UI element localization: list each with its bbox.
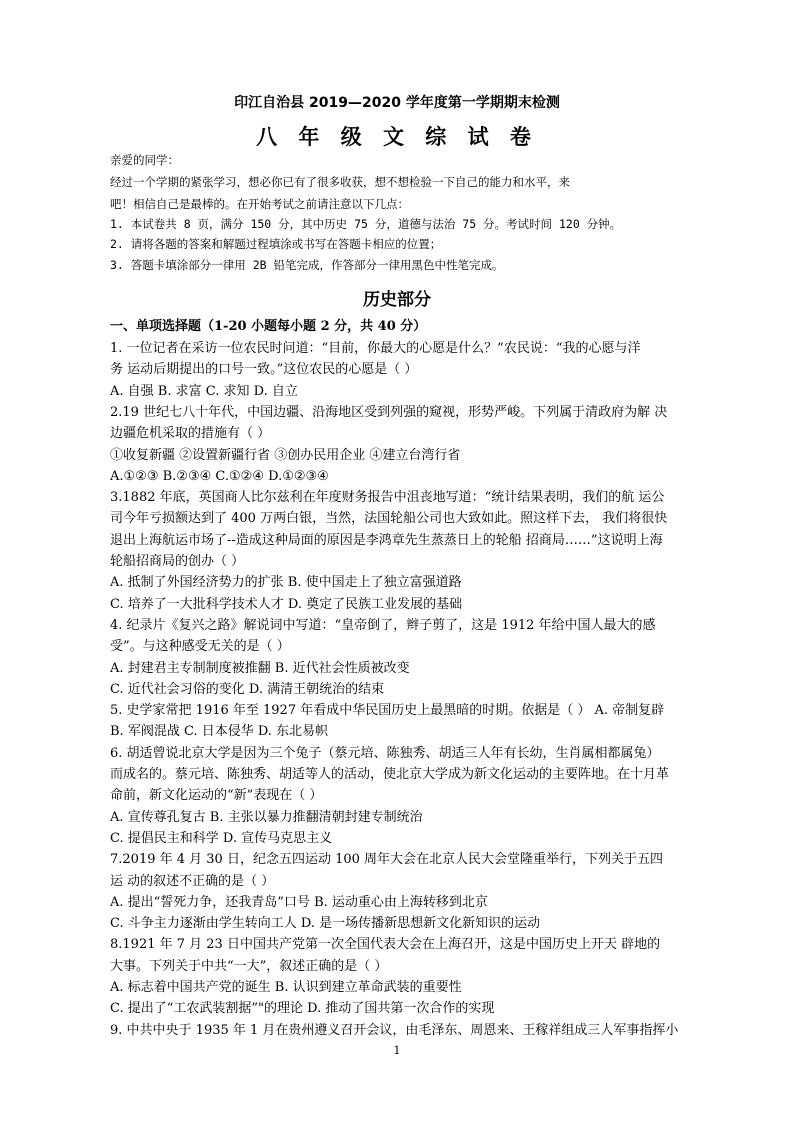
question-line: 2.19 世纪七八十年代，中国边疆、沿海地区受到列强的窥视，形势严峻。下列属于清政府为解 决 xyxy=(110,404,668,420)
question-line: 轮船招商局的创办（ ） xyxy=(110,554,245,569)
question-line: 边疆危机采取的措施有（ ） xyxy=(110,426,271,442)
question-line: C. 近代社会习俗的变化 D. 满清王朝统治的结束 xyxy=(110,681,385,697)
notice-line: 2. 请将各题的答案和解题过程填涂或书写在答题卡相应的位置； xyxy=(110,237,442,251)
question-line: 5. 史学家常把 1916 年至 1927 年看成中华民国历史上最黑暗的时期。依据是（ ） A. 帝制复辟 xyxy=(110,703,665,719)
question-line: 务 运动后期提出的口号一致。”这位农民的心愿是（ ） xyxy=(110,362,418,378)
question-line: 7.2019 年 4 月 30 日，纪念五四运动 100 周年大会在北京人民大会堂隆重举行，下列关于五四 xyxy=(110,852,664,868)
question-line: B. 军阀混战 C. 日本侵华 D. 东北易帜 xyxy=(110,724,329,740)
question-line: 而成名的。蔡元培、陈独秀、胡适等人的活动，使北京大学成为新文化运动的主要阵地。在十月革 xyxy=(110,767,670,782)
question-line: 1. 一位记者在采访一位农民时问道：“目前，你最大的心愿是什么？”农民说：“我的心愿与洋 xyxy=(110,341,641,356)
question-line: 命前，新文化运动的“新”表现在（ ） xyxy=(110,788,323,804)
question-line: 6. 胡适曾说北京大学是因为三个兔子（蔡元培、陈独秀、胡适三人年有长幼，生肖属相都属兔） xyxy=(110,745,660,761)
question-line: 运 动的叙述不正确的是（ ） xyxy=(110,873,275,889)
notice-line: 经过一个学期的紧张学习，想必你已有了很多收获，想不想检验一下自己的能力和水平，来 xyxy=(110,175,570,189)
question-line: A. 抵制了外国经济势力的扩张 B. 使中国走上了独立富强道路 xyxy=(110,575,462,591)
exam-header-title: 印江自治县 2019—2020 学年度第一学期期末检测 xyxy=(234,95,560,111)
question-line: C. 提出了“工农武装割据”"的理论 D. 推动了国共第一次合作的实现 xyxy=(110,1001,495,1017)
notice-line: 吧！相信自己是最棒的。在开始考试之前请注意以下几点： xyxy=(110,197,409,211)
question-line: 退出上海航运市场了--造成这种局面的原因是李鸿章先生蒸蒸日上的轮船 招商局……”这说明上海 xyxy=(110,532,663,548)
notice-line: 3. 答题卡填涂部分一律用 2B 铅笔完成，作答部分一律用黑色中性笔完成。 xyxy=(110,258,504,272)
question-line: 大事。下列关于中共“一大”，叙述正确的是（ ） xyxy=(110,958,388,974)
question-line: 受”。与这种感受无关的是（ ） xyxy=(110,639,290,655)
question-line: C. 提倡民主和科学 D. 宣传马克思主义 xyxy=(110,830,333,846)
question-line: 3.1882 年底，英国商人比尔兹利在年度财务报告中沮丧地写道：“统计结果表明，我们的航 运公 xyxy=(110,490,665,506)
question-line: A.①②③ B.②③④ C.①②④ D.①②③④ xyxy=(110,468,329,484)
question-line: 4. 纪录片《复兴之路》解说词中写道：“皇帝倒了，辫子剪了，这是 1912 年给中国人最大的感 xyxy=(110,617,656,633)
part-title: 一、单项选择题（1-20 小题每小题 2 分，共 40 分） xyxy=(110,319,427,334)
page-number: 1 xyxy=(393,1044,401,1057)
exam-paper-title: 八 年 级 文 综 试 卷 xyxy=(256,124,538,149)
question-line: 8.1921 年 7 月 23 日中国共产党第一次全国代表大会在上海召开，这是中国历史上开天 辟地的 xyxy=(110,937,661,953)
question-line: A. 标志着中国共产党的诞生 B. 认识到建立革命武装的重要性 xyxy=(110,980,462,995)
question-line: C. 斗争主力逐渐由学生转向工人 D. 是一场传播新思想新文化新知识的运动 xyxy=(110,916,541,932)
question-line: A. 封建君主专制制度被推翻 B. 近代社会性质被改变 xyxy=(110,660,410,676)
notice-line: 亲爱的同学： xyxy=(110,153,179,167)
section-title: 历史部分 xyxy=(363,290,431,310)
question-line: A. 宣传尊孔复古 B. 主张以暴力推翻清朝封建专制统治 xyxy=(110,809,423,825)
question-line: 9. 中共中央于 1935 年 1 月在贵州遵义召开会议，由毛泽东、周恩来、王稼祥组成三人军事指挥小 xyxy=(110,1022,679,1038)
question-line: ①收复新疆 ②设置新疆行省 ③创办民用企业 ④建立台湾行省 xyxy=(110,447,461,463)
question-line: A. 提出“誓死力争，还我青岛”口号 B. 运动重心由上海转移到北京 xyxy=(110,894,488,910)
question-line: 司今年亏损额达到了 400 万两白银，当然，法国轮船公司也大致如此。照这样下去， 我们将很快 xyxy=(110,511,668,527)
question-line: A. 自强 B. 求富 C. 求知 D. 自立 xyxy=(110,383,298,399)
question-line: C. 培养了一大批科学技术人才 D. 奠定了民族工业发展的基础 xyxy=(110,596,463,612)
notice-line: 1. 本试卷共 8 页，满分 150 分，其中历史 75 分，道德与法治 75 分。考试时间 120 分钟。 xyxy=(110,217,622,231)
